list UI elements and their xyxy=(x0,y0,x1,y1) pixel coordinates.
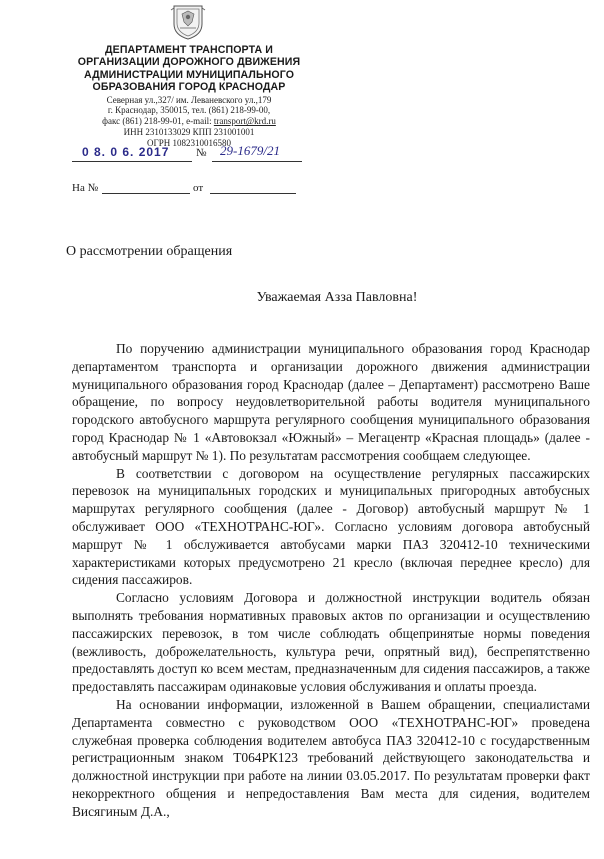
reply-to-number-label: На № xyxy=(72,182,99,194)
reply-number-underline xyxy=(102,193,190,194)
reply-date-underline xyxy=(210,193,296,194)
paragraph: В соответствии с договором на осуществление регулярных пассажирских перевозок на муниципальных городских и муниципальных пригородных автобусных маршрутах регулярного сообщения (далее - Договор) автобусный маршрут № 1 обслуживает ООО «ТЕХНОТРАНС-ЮГ». Согласно условиям договора автобусный маршрут № 1 обслуживается автобусами марки ПАЗ 320412-10 техническими характеристиками которых предусмотрено 21 кресло (включая переднее кресло) для сидения пассажиров. xyxy=(72,465,590,588)
number-underline xyxy=(212,161,302,162)
ogrn: ОГРН 1082310016580 xyxy=(147,137,231,148)
date-underline xyxy=(72,161,192,162)
letter-body xyxy=(72,340,590,821)
paragraph: По поручению администрации муниципального образования город Краснодар департаментом транспорта и организации дорожного движения администрации муниципального образования город Краснодар (далее – Департамент) рассмотрено Ваше обращение, по вопросу неудовлетворительной работы водителя муниципального городского автобусного маршрута регулярного сообщения муниципального образования город Краснодар № 1 «Автовокзал «Южный» – Мегацентр «Красная площадь» (далее - автобусный маршрут № 1). По результатам рассмотрения сообщаем следующее. xyxy=(72,341,590,463)
number-label: № xyxy=(196,147,207,159)
reply-date-label: от xyxy=(193,182,204,194)
city-phone: г. Краснодар, 350015, тел. (861) 218-99-00, xyxy=(107,105,271,116)
letter-subject: О рассмотрении обращения xyxy=(66,244,233,259)
address: Северная ул.,327/ им. Леваневского ул.,179 xyxy=(106,94,272,105)
email-link[interactable]: transport@krd.ru xyxy=(213,116,276,127)
department-contacts xyxy=(60,95,318,149)
registration-date: 0 8. 0 6. 2017 xyxy=(82,145,170,159)
fax: факс (861) 218-99-01, e-mail: xyxy=(102,116,214,127)
department-name: ДЕПАРТАМЕНТ ТРАНСПОРТА И ОРГАНИЗАЦИИ ДОРОЖНОГО ДВИЖЕНИЯ АДМИНИСТРАЦИИ МУНИЦИПАЛЬНОГО ОБРАЗОВАНИЯ ГОРОД КРАСНОДАР xyxy=(77,44,301,94)
paragraph: Согласно условиям Договора и должностной инструкции водитель обязан выполнять требования нормативных правовых актов по организации и осуществлению пассажирских перевозок, в том числе соблюдать общепринятые нормы поведения (вежливость, доброжелательность, культура речи, опрятный вид), беспрепятственно предоставлять доступ ко всем местам, предназначенным для сидения пассажиров, а также предоставлять пассажирам одинаковые условия обслуживания и оплаты проезда. xyxy=(72,590,590,695)
inn-kpp: ИНН 2310133029 КПП 231001001 xyxy=(123,127,255,138)
letter-salutation: Уважаемая Азза Павловна! xyxy=(256,290,418,305)
paragraph: На основании информации, изложенной в Вашем обращении, специалистами Департамента совместно с руководством ООО «ТЕХНОТРАНС-ЮГ» проведена служебная проверка соблюдения водителем автобуса ПАЗ 320412-10 с государственным регистрационным знаком Т064РК123 требований действующего законодательства и должностной инструкции при работе на линии 03.05.2017. По результатам проверки факт некорректного общения и непредоставления Вам места для сидения, водителем Висягиным Д.А., xyxy=(72,696,590,819)
coat-of-arms-icon xyxy=(168,2,208,40)
registration-number: 29-1679/21 xyxy=(220,143,280,158)
department-header xyxy=(60,44,318,149)
